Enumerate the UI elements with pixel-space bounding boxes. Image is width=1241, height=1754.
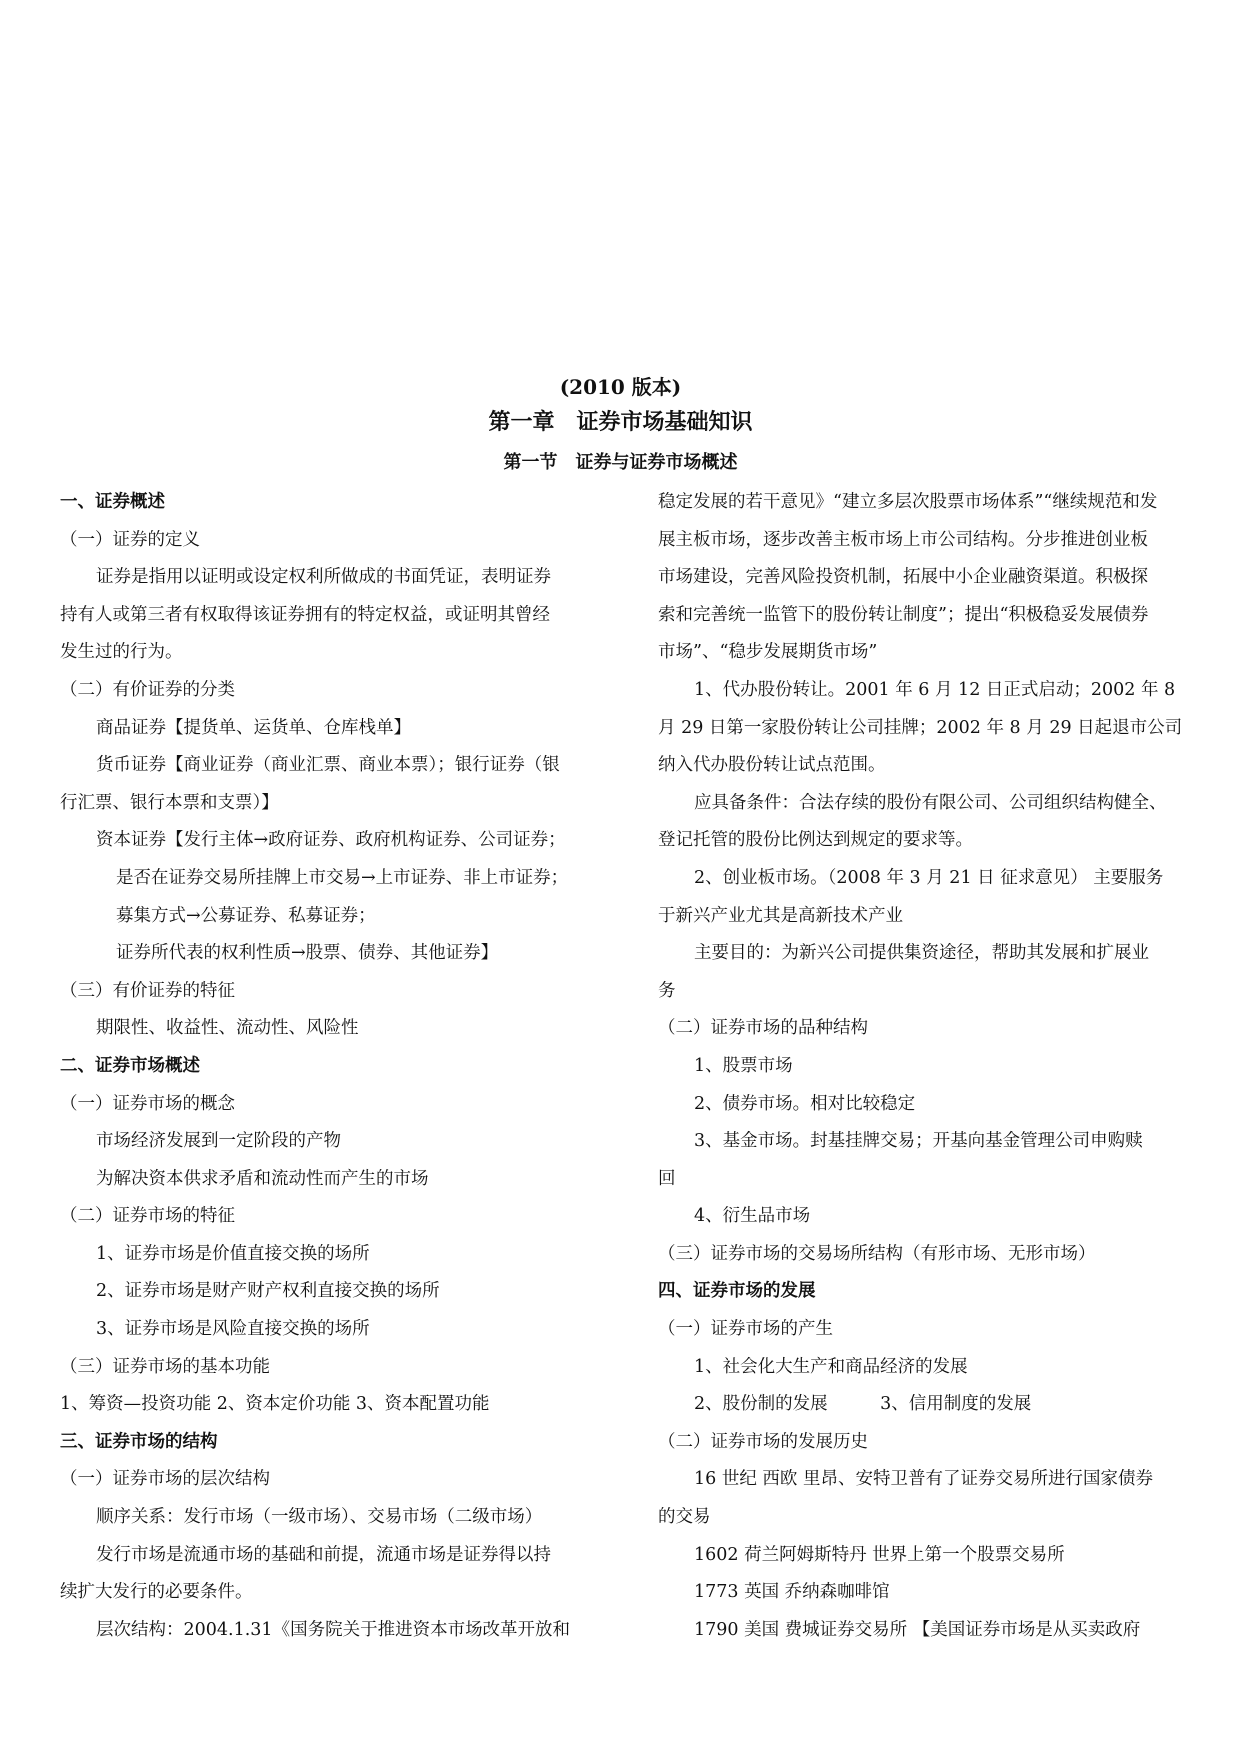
list-item: 3、基金市场。封基挂牌交易；开基向基金管理公司申购赎 <box>694 1131 1143 1152</box>
paragraph-line: 续扩大发行的必要条件。 <box>60 1582 253 1603</box>
paragraph-line: 1602 荷兰阿姆斯特丹 世界上第一个股票交易所 <box>694 1544 1065 1565</box>
subheading: （三）有价证券的特征 <box>60 980 235 1001</box>
paragraph-line: 索和完善统一监管下的股份转让制度”；提出“积极稳妥发展债券 <box>658 604 1149 625</box>
paragraph-line: 登记托管的股份比例达到规定的要求等。 <box>658 830 973 851</box>
paragraph-line: 的交易 <box>658 1507 711 1528</box>
paragraph-line: 募集方式→公募证券、私募证券； <box>116 905 376 926</box>
heading: 三、证券市场的结构 <box>60 1431 218 1452</box>
paragraph-line: 1、代办股份转让。2001 年 6 月 12 日正式启动；2002 年 8 <box>694 679 1176 700</box>
subheading: （二）证券市场的品种结构 <box>658 1018 868 1039</box>
subheading: （一）证券市场的产生 <box>658 1319 833 1340</box>
section-title: 第一节 证券与证券市场概述 <box>503 452 738 473</box>
list-item: 2、证券市场是财产财产权利直接交换的场所 <box>96 1281 440 1302</box>
subheading: （二）证券市场的特征 <box>60 1206 235 1227</box>
paragraph-line: 商品证券【提货单、运货单、仓库栈单】 <box>96 717 411 738</box>
paragraph-line: 市场建设，完善风险投资机制，拓展中小企业融资渠道。积极探 <box>658 567 1148 588</box>
subheading: （三）证券市场的交易场所结构（有形市场、无形市场） <box>658 1243 1096 1264</box>
paragraph-line: 发行市场是流通市场的基础和前提，流通市场是证券得以持 <box>96 1544 551 1565</box>
subheading: （一）证券的定义 <box>60 529 200 550</box>
paragraph-line: 行汇票、银行本票和支票）】 <box>60 792 279 813</box>
list-item: 2、股份制的发展 3、信用制度的发展 <box>694 1394 1032 1415</box>
paragraph-line: 1773 英国 乔纳森咖啡馆 <box>694 1582 890 1603</box>
list-item: 4、衍生品市场 <box>694 1206 811 1227</box>
paragraph-line: 证券是指用以证明或设定权利所做成的书面凭证，表明证券 <box>96 567 551 588</box>
paragraph-line: 于新兴产业尤其是高新技术产业 <box>658 905 903 926</box>
paragraph-line: 2、创业板市场。（2008 年 3 月 21 日 征求意见） 主要服务 <box>694 867 1164 888</box>
paragraph-line: 16 世纪 西欧 里昂、安特卫普有了证券交易所进行国家债券 <box>694 1469 1153 1490</box>
subheading: （二）有价证券的分类 <box>60 679 235 700</box>
right-column <box>658 484 1188 1649</box>
left-column <box>60 484 588 1649</box>
list-item: 1、社会化大生产和商品经济的发展 <box>694 1356 968 1377</box>
paragraph-line: 持有人或第三者有权取得该证券拥有的特定权益，或证明其曾经 <box>60 604 550 625</box>
paragraph-line: 资本证券【发行主体→政府证券、政府机构证券、公司证券； <box>96 830 566 851</box>
paragraph-line: 稳定发展的若干意见》“建立多层次股票市场体系”“继续规范和发 <box>658 492 1158 512</box>
subheading: （一）证券市场的概念 <box>60 1093 235 1114</box>
heading: 一、证券概述 <box>60 492 165 512</box>
paragraph-line: 月 29 日第一家股份转让公司挂牌；2002 年 8 月 29 日起退市公司 <box>658 717 1183 738</box>
paragraph-line: 主要目的：为新兴公司提供集资途径，帮助其发展和扩展业 <box>694 943 1149 964</box>
paragraph-line: 1790 美国 费城证券交易所 【美国证券市场是从买卖政府 <box>694 1619 1141 1640</box>
list-item: 2、债券市场。相对比较稳定 <box>694 1093 916 1114</box>
heading: 二、证券市场概述 <box>60 1055 200 1076</box>
paragraph-line: 发生过的行为。 <box>60 642 183 663</box>
paragraph-line: 为解决资本供求矛盾和流动性而产生的市场 <box>96 1168 429 1189</box>
chapter-title: 第一章 证券市场基础知识 <box>488 409 753 435</box>
paragraph-line: 务 <box>658 980 676 1001</box>
paragraph-line: 证券所代表的权利性质→股票、债券、其他证券】 <box>116 943 499 964</box>
paragraph-line: 期限性、收益性、流动性、风险性 <box>96 1018 359 1039</box>
paragraph-line: 纳入代办股份转让试点范围。 <box>658 755 886 776</box>
heading: 四、证券市场的发展 <box>658 1281 816 1302</box>
list-item: 3、证券市场是风险直接交换的场所 <box>96 1319 370 1340</box>
paragraph-line: 层次结构：2004.1.31《国务院关于推进资本市场改革开放和 <box>96 1619 571 1640</box>
paragraph-line: 市场经济发展到一定阶段的产物 <box>96 1131 341 1152</box>
subheading: （二）证券市场的发展历史 <box>658 1431 868 1452</box>
paragraph-line: 顺序关系：发行市场（一级市场）、交易市场（二级市场） <box>96 1507 543 1528</box>
edition-label: (2010 版本) <box>559 375 682 399</box>
list-item: 1、股票市场 <box>694 1055 793 1076</box>
paragraph-line: 货币证券【商业证券（商业汇票、商业本票）；银行证券（银 <box>96 755 560 776</box>
paragraph-line: 应具备条件：合法存续的股份有限公司、公司组织结构健全、 <box>694 792 1167 813</box>
subheading: （一）证券市场的层次结构 <box>60 1469 270 1490</box>
paragraph-line: 展主板市场，逐步改善主板市场上市公司结构。分步推进创业板 <box>658 529 1148 550</box>
paragraph-line: 回 <box>658 1168 676 1189</box>
paragraph-line: 1、筹资—投资功能 2、资本定价功能 3、资本配置功能 <box>60 1394 490 1415</box>
paragraph-line: 是否在证券交易所挂牌上市交易→上市证券、非上市证券； <box>116 867 569 888</box>
list-item: 1、证券市场是价值直接交换的场所 <box>96 1243 370 1264</box>
paragraph-line: 市场”、“稳步发展期货市场” <box>658 642 878 663</box>
subheading: （三）证券市场的基本功能 <box>60 1356 270 1377</box>
